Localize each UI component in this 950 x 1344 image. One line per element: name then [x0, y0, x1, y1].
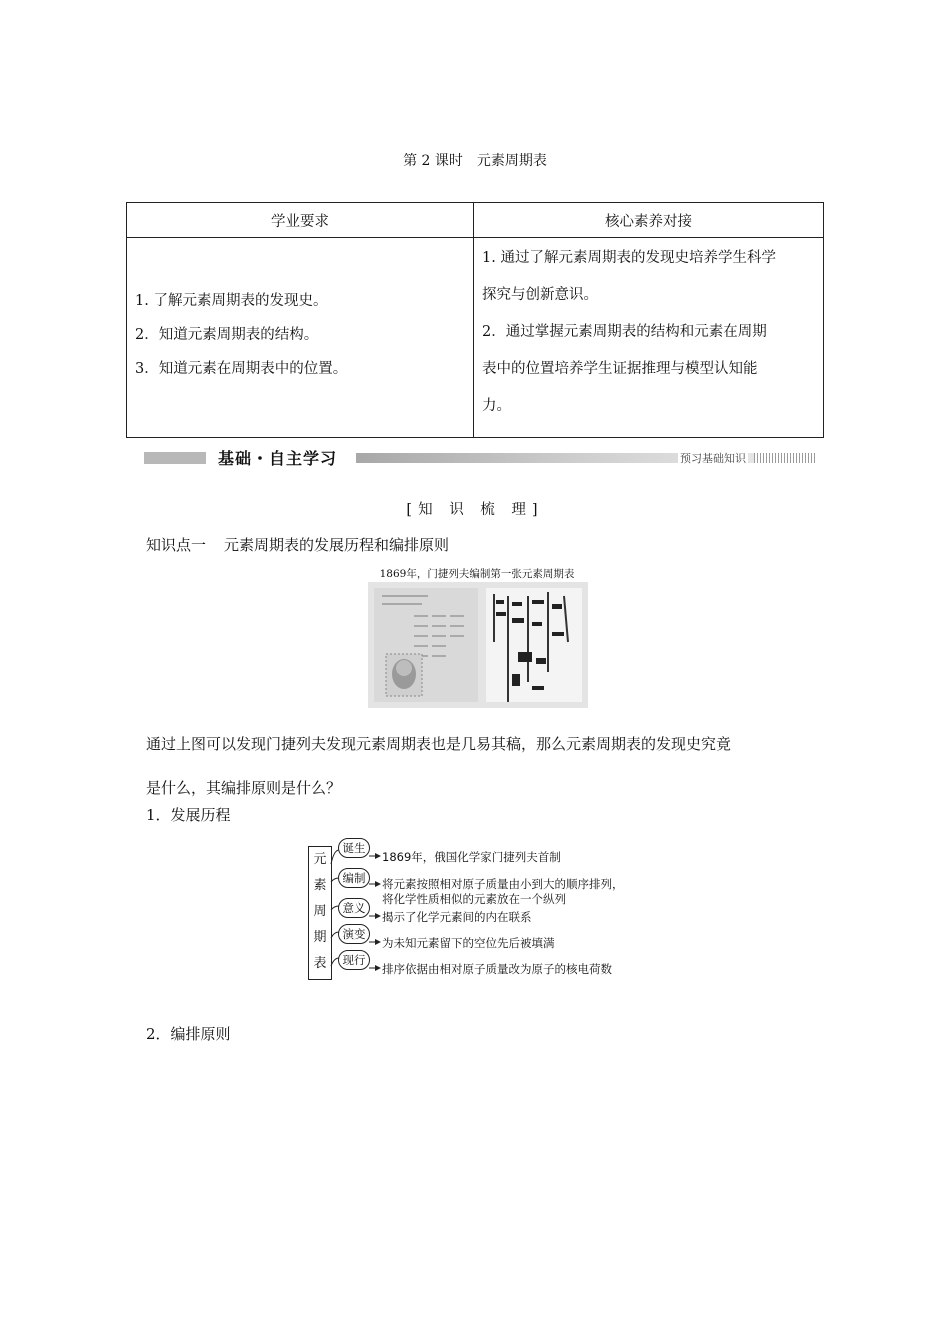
requirements-table	[126, 202, 824, 438]
box-char: 期	[313, 930, 327, 945]
tag-significance: 意义	[338, 898, 370, 918]
banner-stripes	[754, 453, 816, 463]
paragraph-line: 通过上图可以发现门捷列夫发现元素周期表也是几易其稿，那么元素周期表的发现史究竟	[146, 735, 732, 753]
box-char: 表	[313, 956, 327, 971]
item-compile-text: 将元素按照相对原子质量由小到大的顺序排列，	[382, 877, 624, 891]
development-diagram	[308, 834, 668, 984]
tag-compile: 编制	[338, 868, 370, 888]
section-banner	[144, 446, 816, 470]
paragraph-line: 是什么，其编排原则是什么？	[146, 779, 342, 797]
competency-line: 探究与创新意识。	[482, 287, 598, 303]
section-development-heading: 1．发展历程	[146, 806, 231, 824]
item-birth-text: 1869年，俄国化学家门捷列夫首制	[382, 850, 561, 864]
requirement-item: 2．知道元素周期表的结构。	[135, 327, 319, 343]
section-principles-heading: 2．编排原则	[146, 1025, 231, 1043]
banner-right-label: 预习基础知识	[680, 452, 746, 465]
competency-line: 1. 通过了解元素周期表的发现史培养学生科学	[482, 250, 776, 266]
knowledge-point-heading	[146, 534, 449, 555]
item-evolution-text: 为未知元素留下的空位先后被填满	[382, 936, 555, 950]
tag-current: 现行	[338, 950, 370, 970]
competency-line: 力。	[482, 398, 511, 414]
page-title: 第 2 课时 元素周期表	[403, 153, 547, 169]
box-char: 周	[313, 904, 327, 919]
competency-line: 2．通过掌握元素周期表的结构和元素在周期	[482, 324, 767, 340]
competency-line: 表中的位置培养学生证据推理与模型认知能	[482, 361, 758, 377]
requirements-cell	[127, 238, 474, 438]
periodic-table-figure	[364, 566, 590, 708]
tag-evolution: 演变	[338, 924, 370, 944]
manuscript-photo	[368, 582, 588, 708]
knowledge-heading: [知 识 梳 理]	[406, 502, 544, 518]
banner-decoration	[144, 452, 206, 464]
table-header-competency: 核心素养对接	[474, 203, 824, 238]
competency-cell	[474, 238, 824, 438]
periodic-table-label-box	[308, 846, 332, 980]
box-char: 元	[313, 852, 327, 867]
item-significance-text: 揭示了化学元素间的内在联系	[382, 910, 532, 924]
box-char: 素	[313, 878, 327, 893]
item-compile-text2: 将化学性质相似的元素放在一个纵列	[382, 892, 566, 906]
banner-label: 基础・自主学习	[214, 446, 341, 469]
figure-caption: 1869年，门捷列夫编制第一张元素周期表	[379, 568, 575, 580]
knowledge-point-text: 元素周期表的发展历程和编排原则	[224, 536, 450, 554]
knowledge-point-label: 知识点一	[146, 536, 207, 554]
item-current-text: 排序依据由相对原子质量改为原子的核电荷数	[382, 962, 612, 976]
requirement-item: 1. 了解元素周期表的发现史。	[135, 293, 328, 309]
table-header-requirements: 学业要求	[127, 203, 474, 238]
intro-paragraph	[146, 722, 836, 810]
tag-birth: 诞生	[338, 838, 370, 858]
requirement-item: 3．知道元素在周期表中的位置。	[135, 361, 348, 377]
